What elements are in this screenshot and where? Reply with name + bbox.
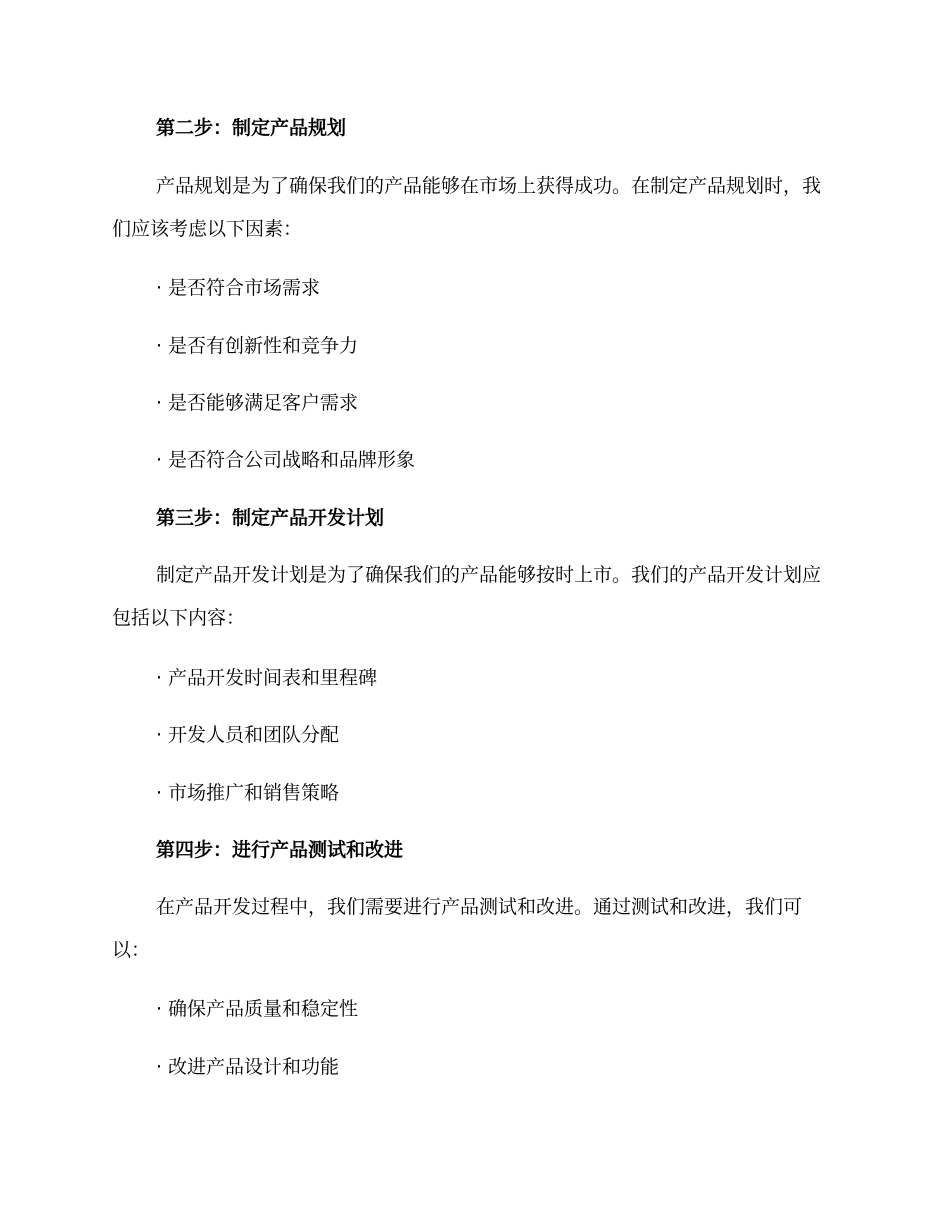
bullet-text: 是否符合市场需求 [168, 277, 321, 299]
bullet-marker: · [156, 277, 163, 299]
bullet-text: 市场推广和销售策略 [168, 782, 340, 804]
bullet-item [156, 665, 377, 691]
bullet-marker: · [156, 998, 163, 1020]
bullet-item [156, 275, 320, 301]
bullet-item [156, 722, 339, 748]
bullet-item [156, 447, 415, 473]
bullet-item [156, 390, 358, 416]
bullet-text: 改进产品设计和功能 [168, 1056, 340, 1078]
section-heading: 第二步：制定产品规划 [156, 117, 347, 139]
bullet-marker: · [156, 1056, 163, 1078]
bullet-text: 是否有创新性和竞争力 [168, 335, 359, 357]
bullet-text: 是否能够满足客户需求 [168, 392, 359, 414]
bullet-marker: · [156, 392, 163, 414]
bullet-item [156, 996, 358, 1022]
section-paragraph: 制定产品开发计划是为了确保我们的产品能够按时上市。我们的产品开发计划应包括以下内容： [112, 564, 822, 629]
section-paragraph: 在产品开发过程中，我们需要进行产品测试和改进。通过测试和改进，我们可以： [112, 896, 803, 961]
bullet-item [156, 780, 339, 806]
bullet-marker: · [156, 724, 163, 746]
bullet-item [156, 1054, 339, 1080]
section-paragraph: 产品规划是为了确保我们的产品能够在市场上获得成功。在制定产品规划时，我们应该考虑以下因素： [112, 175, 822, 240]
bullet-text: 开发人员和团队分配 [168, 724, 340, 746]
section-heading: 第三步：制定产品开发计划 [156, 507, 385, 529]
bullet-item [156, 333, 358, 359]
bullet-marker: · [156, 667, 163, 689]
bullet-marker: · [156, 449, 163, 471]
bullet-marker: · [156, 335, 163, 357]
bullet-marker: · [156, 782, 163, 804]
bullet-text: 是否符合公司战略和品牌形象 [168, 449, 416, 471]
bullet-text: 确保产品质量和稳定性 [168, 998, 359, 1020]
bullet-text: 产品开发时间表和里程碑 [168, 667, 378, 689]
section-heading: 第四步：进行产品测试和改进 [156, 839, 404, 861]
